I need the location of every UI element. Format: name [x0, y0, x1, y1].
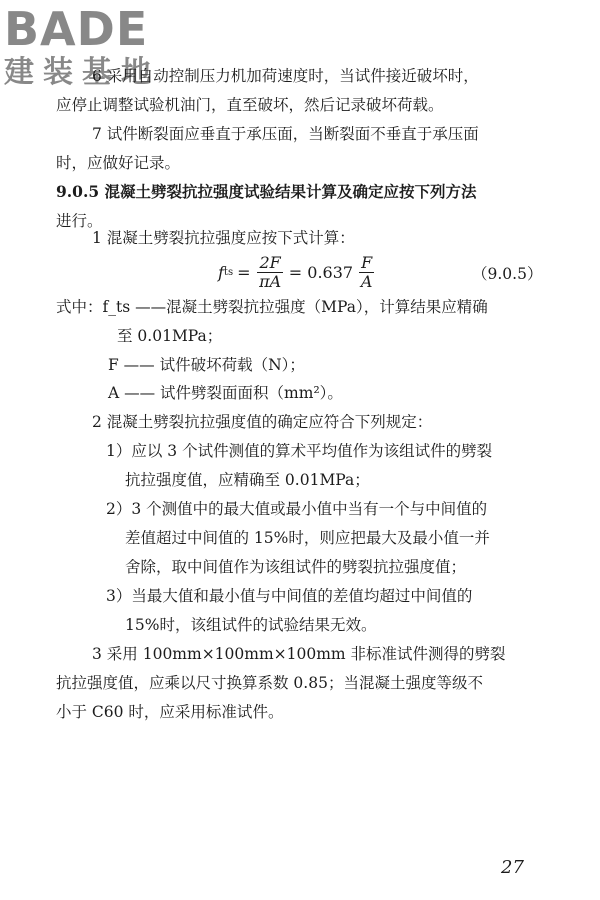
formula-eq: = — [237, 262, 251, 282]
text-line: 1）应以 3 个试件测值的算术平均值作为该组试件的劈裂 — [106, 442, 493, 460]
text-line: 至 0.01MPa； — [117, 327, 223, 345]
logo-chinese: 建装基地 — [4, 55, 160, 90]
text-line: 式中：f_ts ——混凝土劈裂抗拉强度（MPa），计算结果应精确 — [56, 298, 488, 316]
formula-fraction-1 — [257, 254, 282, 291]
text-line: 抗拉强度值，应精确至 0.01MPa； — [125, 471, 370, 489]
formula-coefficient: = 0.637 — [288, 262, 354, 282]
formula — [218, 251, 377, 293]
text-line: 1 混凝土劈裂抗拉强度应按下式计算： — [92, 229, 355, 247]
text-line: F —— 试件破坏荷载（N）； — [108, 356, 305, 374]
equation-number: （9.0.5） — [472, 265, 543, 283]
logo-word: BADE — [4, 2, 149, 56]
text-line: 2）3 个测值中的最大值或最小值中当有一个与中间值的 — [106, 500, 488, 518]
text-line: 应停止调整试验机油门，直至破坏，然后记录破坏荷载。 — [56, 96, 444, 114]
fraction-numerator: 2F — [259, 252, 281, 272]
formula-lhs-sub: ts — [223, 266, 234, 278]
page-number: 27 — [501, 857, 524, 878]
text-line: 3 采用 100mm×100mm×100mm 非标准试件测得的劈裂 — [92, 645, 506, 663]
text-line: 舍除，取中间值作为该组试件的劈裂抗拉强度值； — [125, 558, 467, 576]
fraction-denominator: A — [360, 271, 373, 291]
fraction-denominator: πA — [259, 271, 282, 291]
formula-fraction-2 — [359, 254, 374, 291]
text-line: 进行。 — [56, 212, 103, 230]
text-line: 小于 C60 时，应采用标准试件。 — [56, 703, 284, 721]
text-line: 差值超过中间值的 15%时，则应把最大及最小值一并 — [125, 529, 490, 547]
section-heading: 9.0.5 混凝土劈裂抗拉强度试验结果计算及确定应按下列方法 — [56, 182, 477, 201]
text-line: 3）当最大值和最小值与中间值的差值均超过中间值的 — [106, 587, 473, 605]
text-line: 7 试件断裂面应垂直于承压面，当断裂面不垂直于承压面 — [92, 125, 479, 143]
text-line: 15%时，该组试件的试验结果无效。 — [125, 616, 377, 634]
text-line: 抗拉强度值，应乘以尺寸换算系数 0.85；当混凝土强度等级不 — [56, 674, 483, 692]
text-line: A —— 试件劈裂面面积（mm²）。 — [108, 384, 343, 402]
formula-lhs: f — [218, 262, 224, 282]
text-line: 时，应做好记录。 — [56, 154, 181, 172]
fraction-numerator: F — [361, 252, 373, 272]
text-line: 6 采用自动控制压力机加荷速度时，当试件接近破坏时， — [92, 67, 479, 85]
text-line: 2 混凝土劈裂抗拉强度值的确定应符合下列规定： — [92, 413, 433, 431]
